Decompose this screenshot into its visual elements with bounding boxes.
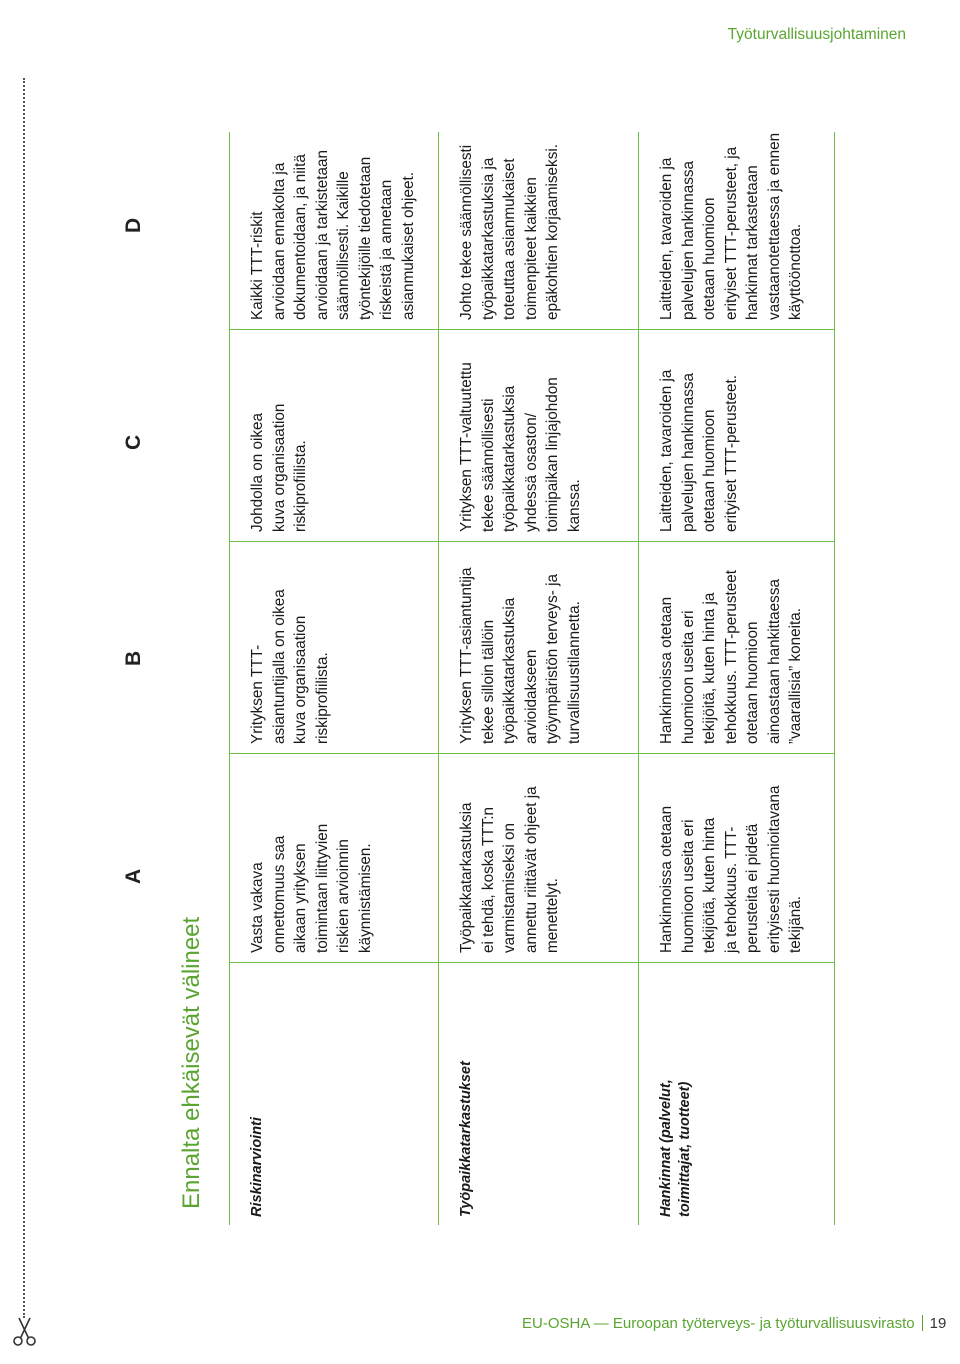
table-cell-b: Yrityksen TTT-asiantuntija tekee silloin tällöin työpaikkatarkastuksia arvioidakseen työympäristön terveys- ja turvallisuustilannetta. [458,567,583,744]
page-number: 19 [929,1314,947,1332]
row-header: Riskinarviointi [249,1117,265,1217]
section-header: Työturvallisuusjohtaminen [727,26,906,43]
table-cell-d: Kaikki TTT-riskit arvioidaan ennakolta ja dokumentoidaan, ja niitä arvioidaan ja tarkistetaan säännöllisesti. Kaikille työntekijöille tiedotetaan riskeistä ja annetaan asianmukaiset ohjeet. [249,149,417,320]
table-cell-c: Yrityksen TTT-valtuutettu tekee säännöllisesti työpaikkatarkastuksia yhdessä osaston/ toimipaikan linjajohdon kanssa. [458,362,583,532]
table-cell-d: Johto tekee säännöllisesti työpaikkatarkastuksia ja toteuttaa asianmukaiset toimenpiteet kaikkien epäkohtien korjaamiseksi. [458,143,561,320]
row-header: Työpaikkatarkastukset [458,1061,474,1217]
table-cell-d: Laitteiden, tavaroiden ja palvelujen hankinnassa otetaan huomioon erityiset TTT-perusteet, ja hankinnat tarkastetaan vastaanotettaessa ja ennen käyttöönottoa. [658,132,804,320]
table-cell-a: Työpaikkatarkastuksia ei tehdä, koska TTT:n varmistamiseksi on annettu riittävät ohjeet ja menettelyt. [458,786,561,953]
footer-org: EU-OSHA — Euroopan työterveys- ja työturvallisuusvirasto [522,1314,915,1332]
table-cell-c: Johdolla on oikea kuva organisaation riskiprofiilista. [249,403,309,532]
row-header: Hankinnat (palvelut, toimittajat, tuotteet) [658,1079,693,1217]
table-row-hankinnat [638,132,835,1225]
column-label-c: C [122,434,145,450]
column-label-d: D [122,217,145,233]
column-label-a: A [122,868,145,884]
assessment-table [229,132,835,1225]
page-title: Ennalta ehkäisevät välineet [178,916,205,1209]
table-cell-b: Yrityksen TTT- asiantuntijalla on oikea kuva organisaation riskiprofiilista. [249,589,331,744]
table-cell-a: Hankinnoissa otetaan huomioon useita eri tekijöitä, kuten hinta ja tehokkuus. TTT- perusteita ei pidetä erityisesti huomioitavana tekijänä. [658,785,804,953]
table-cell-c: Laitteiden, tavaroiden ja palvelujen hankinnassa otetaan huomioon erityiset TTT-perusteet. [658,369,740,532]
table-row-riskinarviointi [230,132,438,1225]
table-row-tyopaikkatarkastukset [438,132,639,1225]
column-label-b: B [122,650,145,666]
table-cell-b: Hankinnoissa otetaan huomioon useita eri tekijöitä, kuten hinta ja tehokkuus. TTT-perusteet otetaan huomioon ainoastaan hankittaessa ”vaarallisia” koneita. [658,569,804,744]
table-cell-a: Vasta vakava onnettomuus saa aikaan yrityksen toimintaan liittyvien riskien arvioinnin käynnistämisen. [249,823,374,953]
